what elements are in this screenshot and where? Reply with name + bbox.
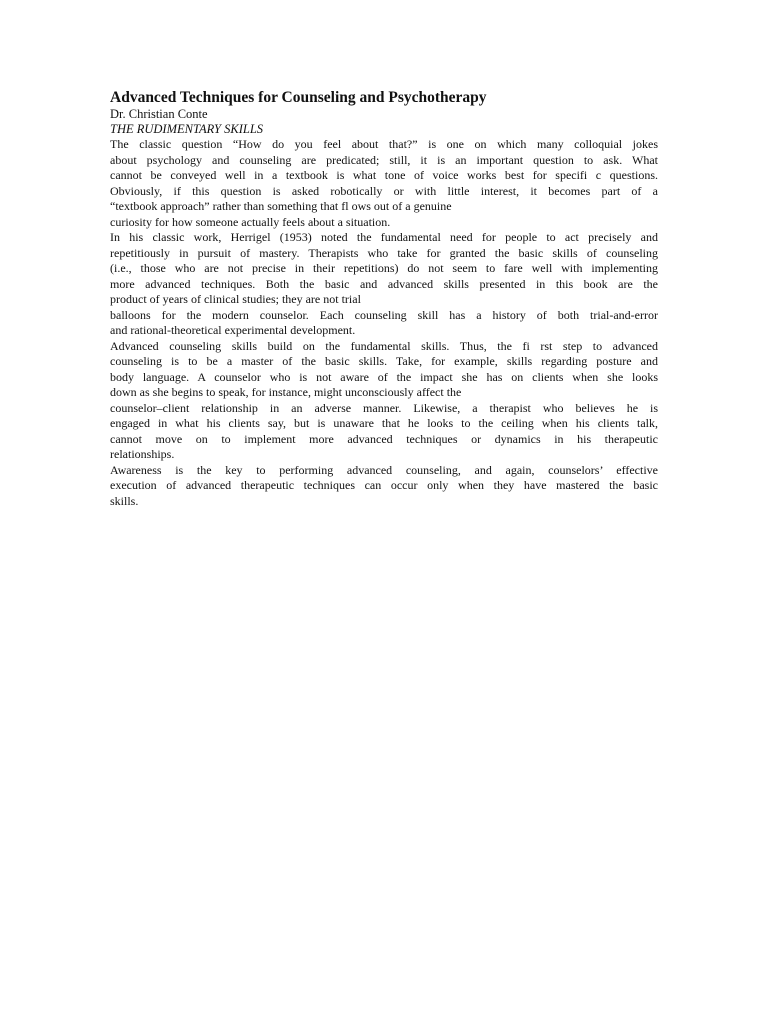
paragraph-line: Advanced counseling skills build on the fundamental skills. Thus, the fi rst step to advanced: [110, 338, 658, 353]
document-title: Advanced Techniques for Counseling and Psychotherapy: [110, 89, 487, 106]
paragraph: [110, 230, 658, 308]
paragraph-line: about psychology and counseling are predicated; still, it is an important question to ask. What: [110, 152, 658, 167]
paragraph-line: “textbook approach” rather than something that fl ows out of a genuine: [110, 199, 452, 213]
paragraph: [110, 215, 658, 231]
paragraph: [110, 463, 658, 510]
paragraph-line: Obviously, if this question is asked robotically or with little interest, it becomes part of a: [110, 183, 658, 198]
section-heading: THE RUDIMENTARY SKILLS: [110, 122, 264, 136]
paragraph-line: down as she begins to speak, for instance, might unconsciously affect the: [110, 385, 462, 399]
paragraph: [110, 308, 658, 339]
paragraph-line: curiosity for how someone actually feels about a situation.: [110, 214, 391, 229]
paragraph-line: Awareness is the key to performing advanced counseling, and again, counselors’ effective: [110, 462, 658, 477]
paragraph-line: skills.: [110, 493, 139, 508]
author-name: Dr. Christian Conte: [110, 107, 208, 121]
paragraph: [110, 401, 658, 463]
paragraph-line: repetitiously in pursuit of mastery. Therapists who take for granted the basic skills of counseling: [110, 245, 658, 260]
paragraph-line: product of years of clinical studies; they are not trial: [110, 292, 361, 306]
paragraph-line: engaged in what his clients say, but is unaware that he looks to the ceiling when his clients talk,: [110, 416, 658, 430]
paragraph-line: (i.e., those who are not precise in their repetitions) do not seem to fare well with implementing: [110, 261, 658, 275]
paragraph-line: balloons for the modern counselor. Each counseling skill has a history of both trial-and-error: [110, 307, 658, 322]
paragraph-line: counselor–client relationship in an adverse manner. Likewise, a therapist who believes he is: [110, 400, 658, 415]
paragraph-line: The classic question “How do you feel about that?” is one on which many colloquial jokes: [110, 137, 658, 151]
paragraph-line: and rational-theoretical experimental development.: [110, 323, 356, 337]
paragraph: [110, 339, 658, 401]
document-body: [110, 88, 658, 509]
paragraph: [110, 137, 658, 215]
paragraph-line: counseling is to be a master of the basic skills. Take, for example, skills regarding posture and: [110, 354, 658, 368]
paragraph-line: body language. A counselor who is not aware of the impact she has on clients when she looks: [110, 369, 658, 384]
paragraph-line: cannot be conveyed well in a textbook is what tone of voice works best for specifi c questions.: [110, 168, 658, 182]
paragraph-line: execution of advanced therapeutic techniques can occur only when they have mastered the basic: [110, 478, 658, 492]
paragraph-line: more advanced techniques. Both the basic and advanced skills presented in this book are the: [110, 276, 658, 291]
paragraph-list: [110, 137, 658, 509]
paragraph-line: cannot move on to implement more advanced techniques or dynamics in his therapeutic: [110, 431, 658, 446]
paragraph-line: relationships.: [110, 447, 175, 461]
paragraph-line: In his classic work, Herrigel (1953) noted the fundamental need for people to act precisely and: [110, 230, 658, 244]
